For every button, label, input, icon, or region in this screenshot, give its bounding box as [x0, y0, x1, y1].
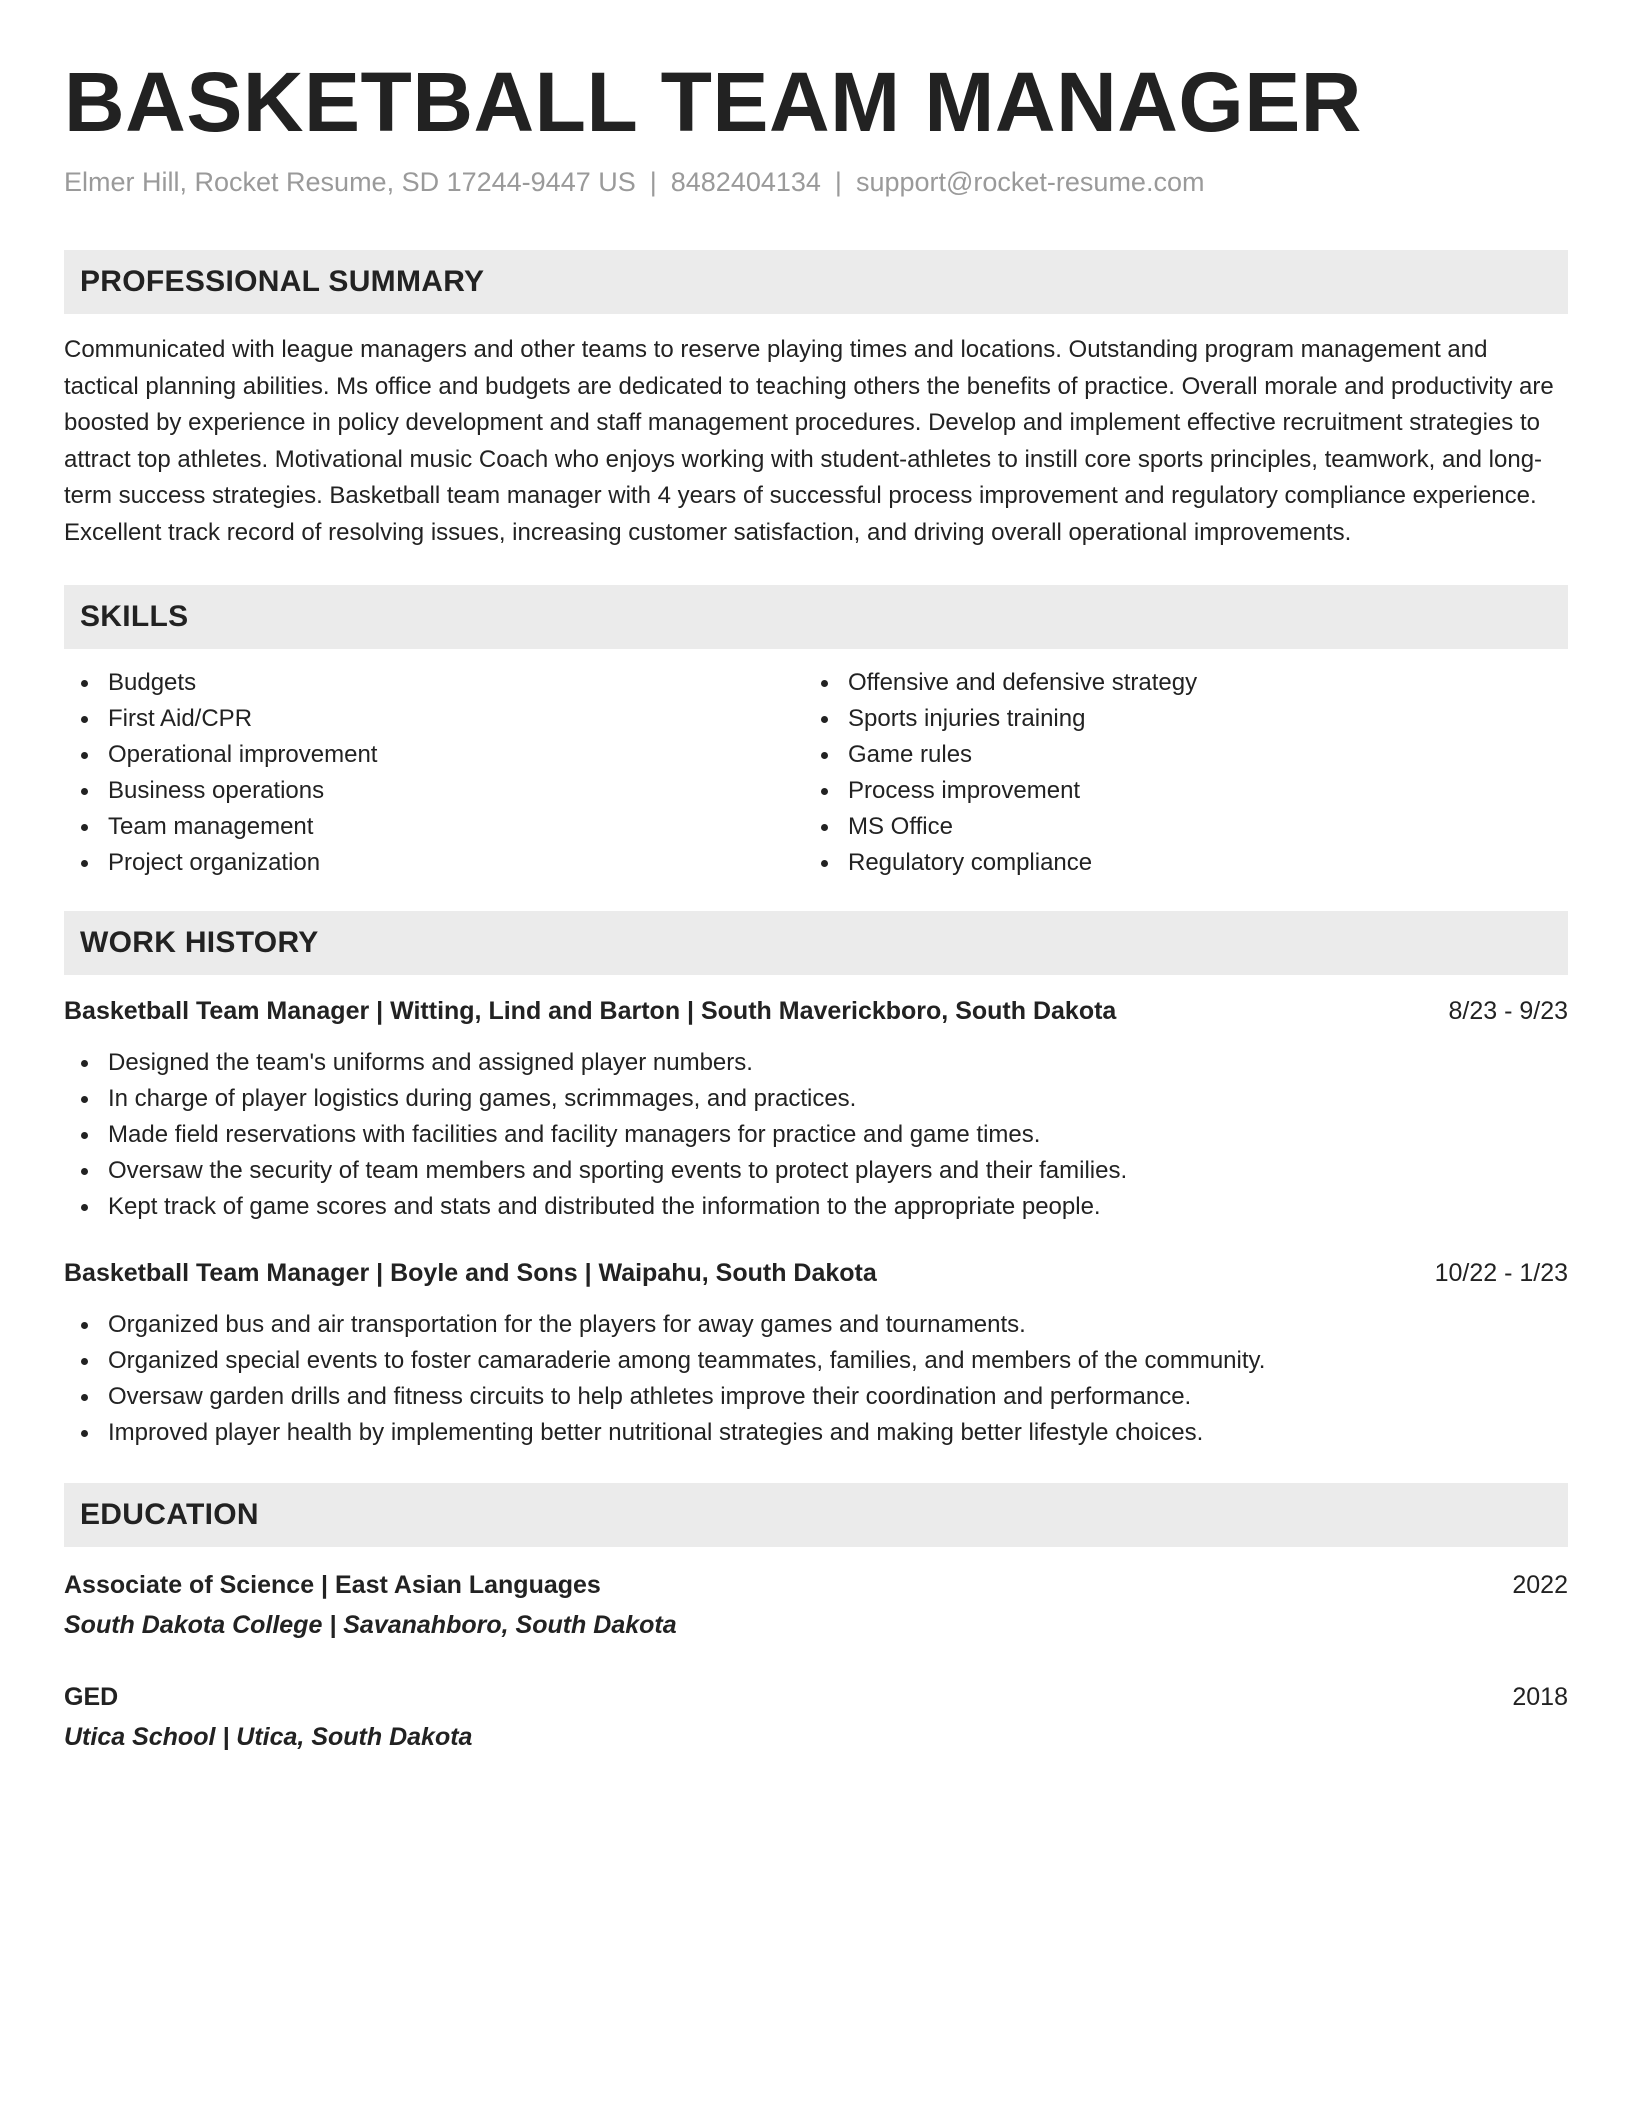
job-bullet: Improved player health by implementing better nutritional strategies and making better lifestyle choices. — [64, 1415, 1568, 1451]
section-header-work-history — [64, 911, 1568, 975]
contact-separator: | — [649, 167, 657, 197]
contact-email: support@rocket-resume.com — [855, 167, 1205, 197]
section-title: WORK HISTORY — [80, 926, 319, 959]
contact-address: Elmer Hill, Rocket Resume, SD 17244-9447 US — [64, 167, 636, 197]
skill-item: Operational improvement — [64, 737, 804, 773]
job-dates: 10/22 - 1/23 — [1434, 1259, 1568, 1287]
education-header — [64, 1567, 1568, 1603]
skill-item: Offensive and defensive strategy — [804, 665, 1544, 701]
skill-item: Game rules — [804, 737, 1544, 773]
education-year: 2018 — [1512, 1683, 1568, 1711]
skill-item: Process improvement — [804, 773, 1544, 809]
job-bullet: Made field reservations with facilities and facility managers for practice and game times. — [64, 1117, 1568, 1153]
job-entry — [64, 1255, 1568, 1451]
section-title: EDUCATION — [80, 1498, 259, 1531]
job-bullet: Kept track of game scores and stats and distributed the information to the appropriate people. — [64, 1189, 1568, 1225]
contact-phone: 8482404134 — [670, 167, 821, 197]
education-year: 2022 — [1512, 1571, 1568, 1599]
job-bullet-list — [64, 1045, 1568, 1225]
contact-line — [64, 164, 1568, 200]
contact-separator: | — [834, 167, 842, 197]
job-header — [64, 993, 1568, 1029]
skills-list-left — [64, 665, 804, 881]
summary-paragraph: Communicated with league managers and other teams to reserve playing times and locations. Outstanding program management and tactical planning abilities. Ms office and budgets are dedicated to teaching others the benefits of practice. Overall morale and productivity are boosted by experience in policy development and staff management procedures. Develop and implement effective recruitment strategies to attract top athletes. Motivational music Coach who enjoys working with student-athletes to instill core sports principles, teamwork, and long-term success strategies. Basketball team manager with 4 years of successful process improvement and regulatory compliance experience. Excellent track record of resolving issues, increasing customer satisfaction, and driving overall operational improvements. — [64, 336, 1554, 546]
skill-item: Budgets — [64, 665, 804, 701]
education-degree: GED — [64, 1683, 119, 1711]
skills-grid — [64, 665, 1568, 881]
section-title: SKILLS — [80, 600, 189, 633]
job-bullet-list — [64, 1307, 1568, 1451]
education-entry — [64, 1679, 1568, 1755]
skills-list-right — [804, 665, 1544, 881]
skill-item: Team management — [64, 809, 804, 845]
skill-item: Sports injuries training — [804, 701, 1544, 737]
skill-item: Project organization — [64, 845, 804, 881]
education-degree: Associate of Science | East Asian Languages — [64, 1571, 601, 1599]
skill-item: First Aid/CPR — [64, 701, 804, 737]
section-header-education — [64, 1483, 1568, 1547]
skill-item: MS Office — [804, 809, 1544, 845]
resume-name-title: BASKETBALL TEAM MANAGER — [64, 55, 1362, 149]
job-header — [64, 1255, 1568, 1291]
job-title: Basketball Team Manager | Witting, Lind and Barton | South Maverickboro, South Dakota — [64, 997, 1117, 1025]
job-bullet: Organized bus and air transportation for the players for away games and tournaments. — [64, 1307, 1568, 1343]
section-header-summary — [64, 250, 1568, 314]
education-entry — [64, 1567, 1568, 1643]
education-school: Utica School | Utica, South Dakota — [64, 1723, 473, 1751]
education-school: South Dakota College | Savanahboro, South Dakota — [64, 1611, 677, 1639]
skill-item: Regulatory compliance — [804, 845, 1544, 881]
section-header-skills — [64, 585, 1568, 649]
job-bullet: In charge of player logistics during games, scrimmages, and practices. — [64, 1081, 1568, 1117]
job-title: Basketball Team Manager | Boyle and Sons | Waipahu, South Dakota — [64, 1259, 877, 1287]
job-bullet: Oversaw the security of team members and sporting events to protect players and their families. — [64, 1153, 1568, 1189]
skill-item: Business operations — [64, 773, 804, 809]
job-bullet: Designed the team's uniforms and assigned player numbers. — [64, 1045, 1568, 1081]
section-title: PROFESSIONAL SUMMARY — [80, 265, 485, 298]
education-header — [64, 1679, 1568, 1715]
job-bullet: Oversaw garden drills and fitness circuits to help athletes improve their coordination and performance. — [64, 1379, 1568, 1415]
job-dates: 8/23 - 9/23 — [1448, 997, 1568, 1025]
job-bullet: Organized special events to foster camaraderie among teammates, families, and members of the community. — [64, 1343, 1568, 1379]
job-entry — [64, 993, 1568, 1225]
